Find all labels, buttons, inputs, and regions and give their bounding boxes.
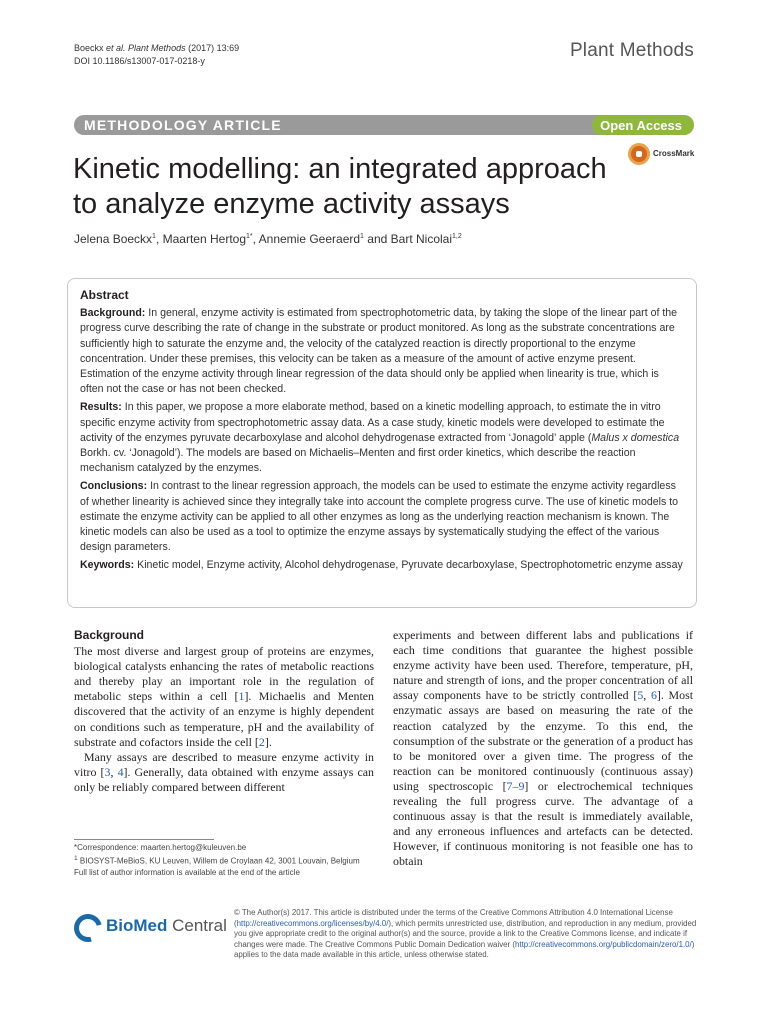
abstract-label: Keywords:: [80, 559, 135, 572]
abstract-background: [80, 306, 684, 397]
abstract-keywords: [80, 558, 684, 573]
doi: DOI 10.1186/s13007-017-0218-y: [74, 56, 205, 66]
biomed-central-logo[interactable]: [74, 910, 227, 950]
body-text: Many assays are described to measure enzyme activity in vitro [: [74, 749, 374, 779]
crossmark-label: CrossMark: [653, 149, 695, 158]
body-text: ,: [110, 764, 118, 779]
abstract-heading: Abstract: [80, 288, 129, 302]
bmc-wordmark: [106, 916, 227, 936]
body-paragraph: [393, 628, 693, 870]
open-access-badge: [592, 115, 694, 135]
affil-sup: 1: [74, 855, 78, 862]
author-separator: and: [363, 232, 391, 246]
citation-header: [74, 42, 239, 68]
abstract-text: In this paper, we propose a more elaborate method, based on a kinetic modelling approach, to estimate the in vitro specific enzyme activity from spectrophotometric assay data. As a case study, kinetic models were developed to estimate the activity of the enzymes pyruvate decarboxylase and alcohol dehydrogenase extracted from ‘Jonagold’ apple (: [80, 401, 665, 444]
license-link[interactable]: http://creativecommons.org/publicdomain/zero/1.0/: [514, 939, 692, 949]
bmc-bio: BioMed: [106, 916, 168, 935]
citation-link[interactable]: 1: [238, 689, 245, 704]
correspondence: *Correspondence: maarten.hertog@kuleuven.be: [74, 843, 247, 852]
citation-link[interactable]: 3: [104, 764, 111, 779]
author-affil: 1: [360, 233, 364, 240]
affiliation: [74, 853, 374, 867]
abstract-text: In contrast to the linear regression approach, the models can be used to estimate the enzyme activity regardless of whether linearity is achieved since they integrally take into account the complete progress curve. The use of kinetic models to estimate the enzyme activity can be applied to all other enzymes as long as the underlying reaction mechanism is known. The kinetic models can also be used as a tool to optimize the enzyme assays by systematically studying the effect of the various design parameters.: [80, 480, 679, 554]
license-part: ), which permits unrestricted use, distribution, and reproduction in any medium, provided you give appropriate credit to the original author(s) and the source, provide a link to the Creative Commons license, and indicate if changes were made. The Creative Commons Public Domain Dedication waiver (: [234, 918, 697, 949]
author-affil: 1: [152, 233, 156, 240]
full-author-info: Full list of author information is available at the end of the article: [74, 867, 300, 877]
body-paragraph: [74, 750, 374, 795]
citation-link[interactable]: 4: [117, 764, 124, 779]
author-affil: 1*: [246, 233, 253, 240]
open-access-label: Open Access: [600, 118, 682, 133]
author-separator: ,: [155, 232, 163, 246]
license-part: © The Author(s) 2017. This article is distributed under the terms of the Creative Commons Attribution 4.0 International License (: [234, 908, 673, 928]
author-list: [74, 232, 462, 246]
author-name[interactable]: Maarten Hertog: [162, 232, 246, 246]
citation-link[interactable]: 5: [637, 688, 644, 703]
author-affil: 1,2: [452, 233, 462, 240]
footnote-divider: [74, 839, 214, 840]
abstract-label: Results:: [80, 401, 122, 414]
license-link[interactable]: http://creativecommons.org/licenses/by/4.0/: [236, 918, 389, 928]
abstract-conclusions: [80, 479, 684, 555]
citation-link[interactable]: 6: [650, 688, 657, 703]
body-text: ]. Most enzymatic assays are based on measuring the rate of the reaction catalyzed by the enzyme. To this end, the consumption of the substrate or the generation of a product has to be monitored over a given time. The progress of the reaction can be monitored continuously (continuous assay) using spectroscopic [: [393, 688, 693, 793]
body-text: ,: [643, 688, 651, 703]
bmc-ring-icon: [69, 909, 107, 947]
body-text: experiments and between different labs and publications if each time conditions that guarantee the highest possible enzyme activity have been used. Therefore, temperature, pH, nature and strength of ions, and the proper concentration of all assay components have to be strictly controlled [: [393, 628, 693, 703]
author-name[interactable]: Annemie Geeraerd: [258, 232, 361, 246]
abstract-italic: Malus x domestica: [591, 431, 680, 444]
abstract-box: [67, 278, 697, 608]
abstract-text: In general, enzyme activity is estimated from spectrophotometric data, by taking the slope of the linear part of the progress curve describing the rate of change in the substrate or product monitored. As long as the substrate concentrations are sufficiently high to saturate the enzyme and, the velocity of the catalyzed reaction is directly proportional to the enzyme concentration. Under these premises, this velocity can be taken as a measure of the amount of active enzyme present. Estimation of the enzyme activity through linear regression of the data should only be applied when linearity is true, which is often not the case or has not been checked.: [80, 307, 678, 396]
citation-link[interactable]: 7–9: [506, 778, 525, 793]
abstract-label: Background:: [80, 307, 146, 320]
bmc-central: Central: [167, 916, 227, 935]
license-text: [234, 908, 704, 961]
section-heading: Background: [74, 628, 145, 642]
affiliation-text: BIOSYST-MeBioS, KU Leuven, Willem de Croylaan 42, 3001 Louvain, Belgium: [77, 856, 360, 866]
crossmark-icon: [628, 143, 650, 165]
body-text: The most diverse and largest group of proteins are enzymes, biological catalysts enhancing the rates of metabolic reactions and thereby play an important role in the regulation of metabolic steps within a cell [: [74, 644, 374, 704]
abstract-text: Kinetic model, Enzyme activity, Alcohol dehydrogenase, Pyruvate decarboxylase, Spectrophotometric enzyme assay: [137, 559, 683, 572]
article-type: METHODOLOGY ARTICLE: [84, 117, 282, 133]
footnotes: [74, 842, 374, 878]
body-column-right: [393, 628, 693, 870]
body-text: ] or electrochemical techniques revealing the full progress curve. The advantage of a continuous assay is that the result is immediately available, and any erroneous influences and artefacts can be detected. However, if continuous monitoring is not feasible one has to obtain: [393, 778, 694, 869]
page-footer: [74, 908, 697, 959]
citation-authors: Boeckx: [74, 43, 104, 53]
crossmark-button[interactable]: [628, 143, 698, 167]
article-type-banner: [74, 115, 694, 135]
journal-name: Plant Methods: [569, 40, 694, 61]
citation-link[interactable]: 2: [258, 734, 265, 749]
author-name[interactable]: Jelena Boeckx: [74, 232, 153, 246]
article-title: Kinetic modelling: an integrated approach to analyze enzyme activity assays: [73, 153, 607, 220]
author-name[interactable]: Bart Nicolai: [390, 232, 452, 246]
body-text: ].: [264, 734, 272, 749]
body-column-left: [74, 628, 374, 795]
abstract-label: Conclusions:: [80, 480, 148, 493]
body-text: ]. Generally, data obtained with enzyme assays can only be reliably compared between different: [74, 764, 375, 794]
license-part: ) applies to the data made available in this article, unless otherwise stated.: [234, 939, 695, 959]
body-text: ]. Michaelis and Menten discovered that the activity of an enzyme is highly dependent on conditions such as temperature, pH and the availability of substrate and cofactors inside the cell [: [74, 689, 374, 749]
abstract-results: [80, 400, 684, 476]
author-separator: ,: [252, 232, 259, 246]
citation-journal: et al. Plant Methods: [106, 43, 186, 53]
abstract-text: Borkh. cv. ‘Jonagold’). The models are based on Michaelis–Menten and first order kinetics, which describe the reaction mechanism catalyzed by the enzymes.: [80, 447, 636, 475]
citation-year: (2017) 13:69: [188, 43, 240, 53]
body-paragraph: [74, 644, 374, 750]
